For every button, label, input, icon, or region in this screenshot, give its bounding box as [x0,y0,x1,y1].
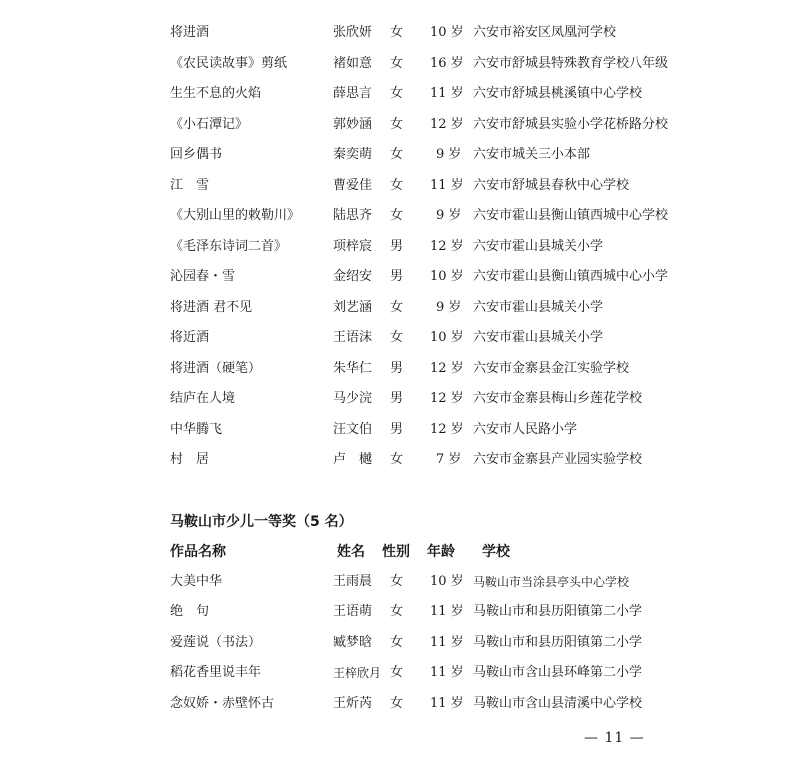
column-header-sex: 性别 [382,544,410,560]
column-header-age: 年龄 [427,544,455,560]
student-name: 王雨晨 [333,574,373,589]
student-name: 郭妙涵 [333,117,373,132]
student-sex: 女 [390,574,404,589]
student-sex: 女 [390,696,404,711]
student-sex: 女 [390,635,404,650]
column-header-name: 姓名 [337,544,365,560]
student-school: 六安市舒城县特殊教育学校八年级 [473,56,669,71]
work-title: 村 居 [170,452,210,467]
student-school: 马鞍山市当涂县亭头中心学校 [473,575,630,589]
student-name: 王语沫 [333,330,373,345]
student-name: 刘艺涵 [333,300,373,315]
student-school: 六安市霍山县城关小学 [473,239,604,254]
work-title: 《小石潭记》 [170,117,249,132]
student-sex: 男 [390,269,404,284]
student-sex: 女 [390,452,404,467]
work-title: 将进酒 [170,25,210,40]
student-sex: 女 [390,117,404,132]
column-header-title: 作品名称 [170,544,226,560]
table-row [0,83,800,105]
work-title: 爱莲说（书法） [170,635,262,650]
student-school: 六安市霍山县衡山镇西城中心小学 [473,269,669,284]
student-age: 12 岁 [430,391,464,406]
student-school: 马鞍山市和县历阳镇第二小学 [473,604,643,619]
section-heading: 马鞍山市少儿一等奖（5 名） [170,514,353,530]
student-name: 臧梦晗 [333,635,373,650]
table-row [0,693,800,715]
table-row [0,205,800,227]
student-school: 六安市金寨县产业园实验学校 [473,452,643,467]
table-row [0,632,800,654]
student-age: 11 岁 [430,604,464,619]
student-sex: 女 [390,25,404,40]
student-sex: 女 [390,665,404,680]
table-row [0,266,800,288]
student-school: 六安市舒城县春秋中心学校 [473,178,630,193]
student-age: 12 岁 [430,422,464,437]
work-title: 江 雪 [170,178,210,193]
work-title: 绝 句 [170,604,210,619]
student-name: 汪文伯 [333,422,373,437]
student-age: 9 岁 [436,147,462,162]
student-age: 12 岁 [430,361,464,376]
work-title: 《毛泽东诗词二首》 [170,239,288,254]
table-row [0,358,800,380]
table-row [0,297,800,319]
student-age: 10 岁 [430,269,464,284]
table-row [0,22,800,44]
student-name: 薛思言 [333,86,373,101]
student-school: 六安市人民路小学 [473,422,578,437]
table-row [0,601,800,623]
student-age: 10 岁 [430,25,464,40]
table-row [0,571,800,593]
student-age: 9 岁 [436,300,462,315]
work-title: 将近酒 [170,330,210,345]
work-title: 《大别山里的敕勒川》 [170,208,301,223]
table-row [0,388,800,410]
student-age: 11 岁 [430,665,464,680]
student-sex: 男 [390,361,404,376]
student-school: 六安市舒城县桃溪镇中心学校 [473,86,643,101]
student-age: 12 岁 [430,239,464,254]
student-name: 王炘芮 [333,696,373,711]
table-row [0,419,800,441]
student-sex: 女 [390,208,404,223]
work-title: 将进酒（硬笔） [170,361,262,376]
student-sex: 女 [390,330,404,345]
student-school: 马鞍山市和县历阳镇第二小学 [473,635,643,650]
work-title: 将进酒 君不见 [170,300,253,315]
student-sex: 女 [390,604,404,619]
student-name: 褚如意 [333,56,373,71]
work-title: 稻花香里说丰年 [170,665,262,680]
student-school: 六安市城关三小本部 [473,147,591,162]
student-school: 六安市霍山县城关小学 [473,330,604,345]
student-name: 王语萌 [333,604,373,619]
student-school: 六安市霍山县衡山镇西城中心学校 [473,208,669,223]
student-age: 11 岁 [430,635,464,650]
work-title: 《农民读故事》剪纸 [170,56,288,71]
student-school: 马鞍山市含山县环峰第二小学 [473,665,643,680]
work-title: 大美中华 [170,574,223,589]
student-age: 10 岁 [430,330,464,345]
student-sex: 女 [390,300,404,315]
work-title: 结庐在人境 [170,391,236,406]
work-title: 念奴娇・赤壁怀古 [170,696,275,711]
student-sex: 男 [390,239,404,254]
student-name: 张欣妍 [333,25,373,40]
work-title: 回乡偶书 [170,147,223,162]
table-row [0,662,800,684]
student-school: 六安市舒城县实验小学花桥路分校 [473,117,669,132]
table-row [0,449,800,471]
page-number: — 11 — [584,730,645,746]
student-name: 马少浣 [333,391,373,406]
student-sex: 女 [390,86,404,101]
student-school: 六安市金寨县梅山乡莲花学校 [473,391,643,406]
student-name: 曹爱佳 [333,178,373,193]
student-age: 10 岁 [430,574,464,589]
student-age: 9 岁 [436,208,462,223]
student-name: 项梓宸 [333,239,373,254]
student-name: 卢 樾 [333,452,373,467]
student-sex: 男 [390,422,404,437]
student-name: 王梓欣月 [333,666,382,680]
student-school: 六安市金寨县金江实验学校 [473,361,630,376]
student-sex: 男 [390,391,404,406]
work-title: 中华腾飞 [170,422,223,437]
student-school: 六安市霍山县城关小学 [473,300,604,315]
table-row [0,327,800,349]
student-age: 12 岁 [430,117,464,132]
table-row [0,236,800,258]
student-sex: 女 [390,147,404,162]
student-name: 秦奕萌 [333,147,373,162]
column-header-school: 学校 [482,544,510,560]
student-sex: 女 [390,56,404,71]
student-name: 金绍安 [333,269,373,284]
work-title: 生生不息的火焰 [170,86,262,101]
student-age: 11 岁 [430,178,464,193]
student-sex: 女 [390,178,404,193]
table-row [0,175,800,197]
column-header-row [0,541,800,563]
student-school: 马鞍山市含山县清溪中心学校 [473,696,643,711]
table-row [0,114,800,136]
table-row [0,53,800,75]
student-age: 11 岁 [430,696,464,711]
student-name: 朱华仁 [333,361,373,376]
table-row [0,144,800,166]
student-age: 11 岁 [430,86,464,101]
student-age: 7 岁 [436,452,462,467]
work-title: 沁园春・雪 [170,269,236,284]
student-name: 陆思齐 [333,208,373,223]
student-age: 16 岁 [430,56,464,71]
student-school: 六安市裕安区凤凰河学校 [473,25,617,40]
